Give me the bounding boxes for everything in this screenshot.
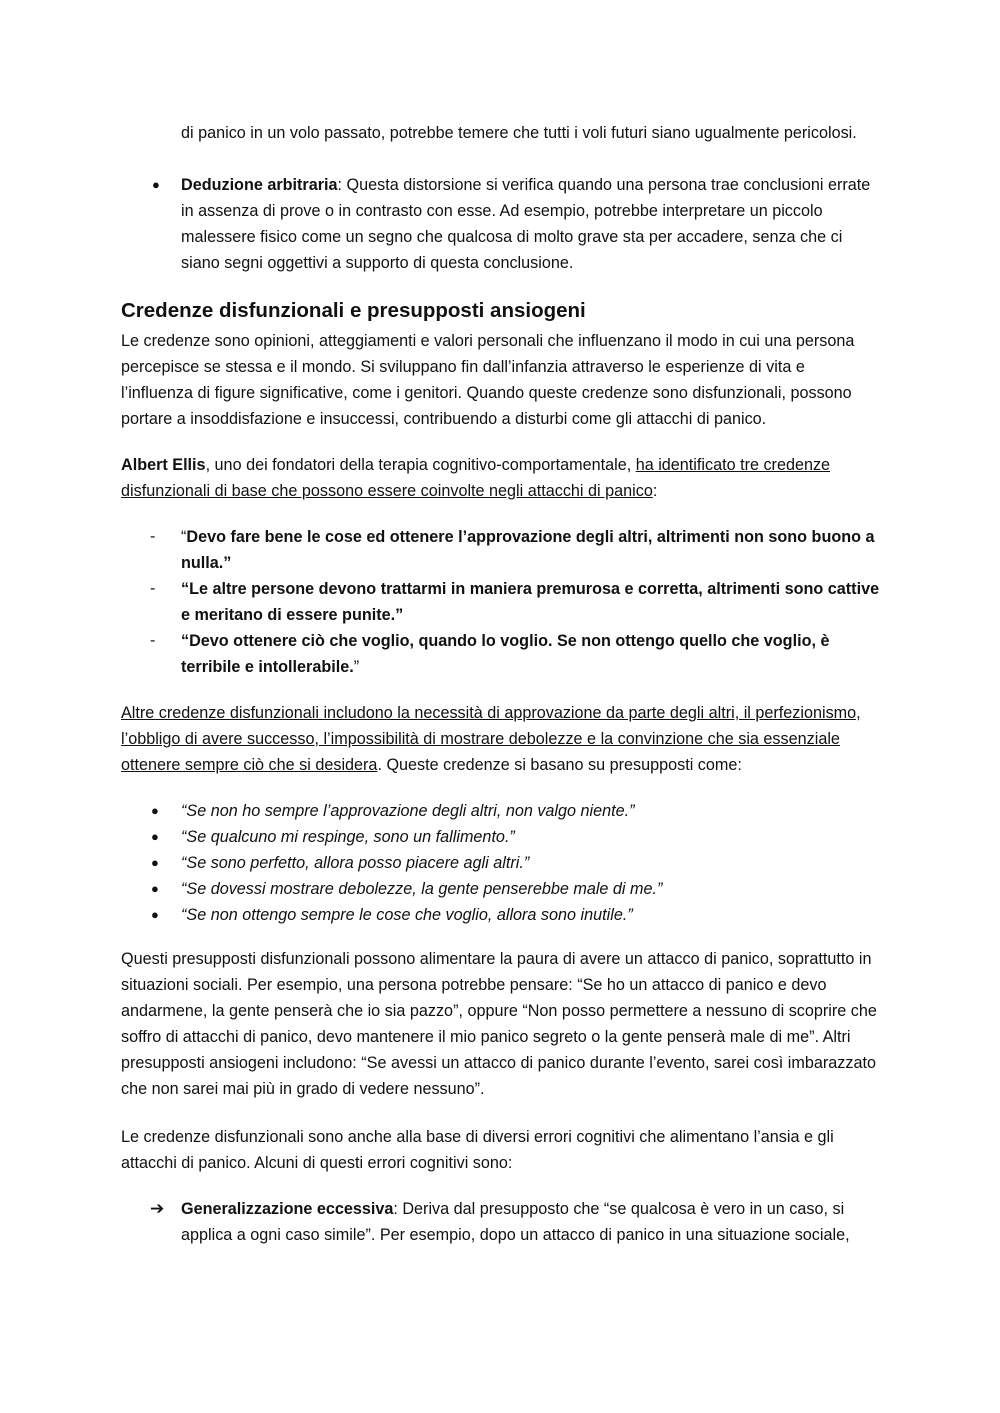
belief-item: “Devo fare bene le cose ed ottenere l’approvazione degli altri, altrimenti non sono buono a nulla.” <box>181 528 875 572</box>
arrow-item <box>181 1196 881 1248</box>
bullet-icon: ● <box>151 881 159 896</box>
intro-paragraph: Le credenze sono opinioni, atteggiamenti e valori personali che influenzano il modo in cui una persona percepisce se stessa e il mondo. Si sviluppano fin dall’infanzia attraverso le esperienze di vita e l’influenza di figure significative, come i genitori. Quando queste credenze sono disfunzionali, possono portare a insoddisfazione e insuccessi, contribuendo a disturbi come gli attacchi di panico. <box>121 332 855 428</box>
other-underlined: Altre credenze disfunzionali includono la necessità di approvazione da parte degli altri, il perfezionismo, l’obbligo di avere successo, l’impossibilità di mostrare debolezze e la convinzione che sia essenziale ottenere sempre ciò che si desidera <box>121 704 861 774</box>
dash-bullet-icon: - <box>150 580 156 597</box>
arrow-right-icon: ➔ <box>150 1199 165 1218</box>
other-beliefs-paragraph <box>121 700 881 778</box>
bullet-term: Deduzione arbitraria <box>181 176 338 194</box>
dash-bullet-icon: - <box>150 632 156 649</box>
bullet-icon: ● <box>151 855 159 870</box>
ellis-underlined: ha identificato tre credenze disfunzionali di base che possono essere coinvolte negli attacchi di panico <box>121 456 831 500</box>
assumption-item: “Se dovessi mostrare debolezze, la gente penserebbe male di me.” <box>181 880 663 898</box>
assumption-item: “Se non ho sempre l’approvazione degli altri, non valgo niente.” <box>181 802 635 820</box>
assumption-item: “Se qualcuno mi respinge, sono un fallimento.” <box>181 828 515 846</box>
dash-bullet-icon: - <box>150 528 156 545</box>
assumption-item: “Se non ottengo sempre le cose che voglio, allora sono inutile.” <box>181 906 633 924</box>
bullet-icon: ● <box>152 177 160 192</box>
bullet-icon: ● <box>151 803 159 818</box>
ellis-end: : <box>652 482 658 500</box>
ellis-mid: , uno dei fondatori della terapia cognitivo-comportamentale, <box>205 456 636 474</box>
presupposti-paragraph: Questi presupposti disfunzionali possono alimentare la paura di avere un attacco di panico, soprattutto in situazioni sociali. Per esempio, una persona potrebbe pensare: “Se ho un attacco di panico e devo andarmene, la gente penserà che io sia pazzo”, oppure “Non posso permettere a nessuno di scoprire che soffro di attacchi di panico, devo mantenere il mio panico segreto o la gente penserà male di me”. Altri presupposti ansiogeni includono: “Se avessi un attacco di panico durante l’evento, sarei così imbarazzato che non sarei mai più in grado di vedere nessuno”. <box>121 950 877 1098</box>
section-heading: Credenze disfunzionali e presupposti ansiogeni <box>121 299 586 322</box>
bullet-icon: ● <box>151 907 159 922</box>
belief-item: “Devo ottenere ciò che voglio, quando lo voglio. Se non ottengo quello che voglio, è terribile e intollerabile.” <box>181 632 830 676</box>
belief-item: “Le altre persone devono trattarmi in maniera premurosa e corretta, altrimenti sono cattive e meritano di essere punite.” <box>181 580 880 624</box>
bullet-icon: ● <box>151 829 159 844</box>
ellis-paragraph <box>121 452 881 504</box>
bullet-deduzione <box>181 172 881 276</box>
ellis-name: Albert Ellis <box>121 456 206 474</box>
other-rest: . Queste credenze si basano su presupposti come: <box>377 756 742 774</box>
errori-paragraph: Le credenze disfunzionali sono anche alla base di diversi errori cognitivi che alimentano l’ansia e gli attacchi di panico. Alcuni di questi errori cognitivi sono: <box>121 1128 834 1172</box>
arrow-item-text: : Deriva dal presupposto che “se qualcosa è vero in un caso, si applica a ogni caso simile”. Per esempio, dopo un attacco di panico in una situazione sociale, <box>181 1200 850 1244</box>
bullet-text: : Questa distorsione si verifica quando una persona trae conclusioni errate in assenza di prove o in contrasto con esse. Ad esempio, potrebbe interpretare un piccolo malessere fisico come un segno che qualcosa di molto grave sta per accadere, senza che ci siano segni oggettivi a supporto di questa conclusione. <box>181 176 871 272</box>
arrow-item-term: Generalizzazione eccessiva <box>181 1200 394 1218</box>
continuation-text: di panico in un volo passato, potrebbe temere che tutti i voli futuri siano ugualmente pericolosi. <box>181 124 857 142</box>
assumption-item: “Se sono perfetto, allora posso piacere agli altri.” <box>181 854 530 872</box>
